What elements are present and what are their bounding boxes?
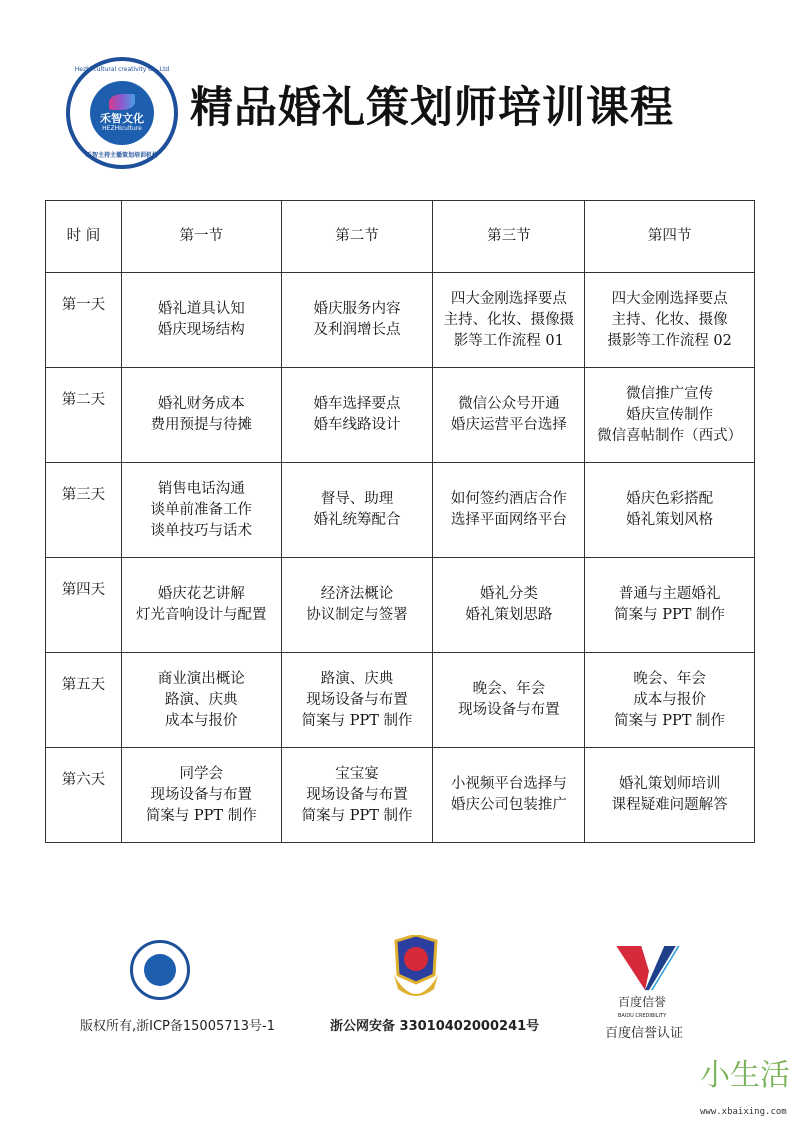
day-label: 第五天 <box>46 653 122 748</box>
brand-logo <box>66 57 178 169</box>
session-line: 课程疑难问题解答 <box>611 797 728 813</box>
session-cell <box>121 748 281 843</box>
column-header: 时 间 <box>46 201 122 273</box>
session-cell <box>585 463 755 558</box>
session-line: 普通与主题婚礼 <box>618 586 721 602</box>
session-line: 现场设备与布置 <box>306 691 408 708</box>
session-line: 微信公众号开通 <box>458 396 560 412</box>
session-cell <box>433 653 585 748</box>
session-line: 婚庆现场结构 <box>157 322 245 338</box>
session-cell <box>281 463 433 558</box>
session-line: 四大金刚选择要点 <box>611 290 728 307</box>
session-cell <box>281 558 433 653</box>
session-line: 婚礼统筹配合 <box>313 512 401 528</box>
session-line: 晚会、年会 <box>633 670 706 687</box>
session-line: 灯光音响设计与配置 <box>136 607 267 623</box>
session-line: 婚车选择要点 <box>313 396 401 412</box>
table-row <box>46 653 755 748</box>
session-line: 商业演出概论 <box>157 670 245 687</box>
session-cell <box>585 368 755 463</box>
session-cell <box>121 653 281 748</box>
schedule-table <box>45 200 755 843</box>
column-header: 第二节 <box>281 201 433 273</box>
session-line: 婚庆色彩搭配 <box>626 491 714 507</box>
day-label: 第六天 <box>46 748 122 843</box>
session-line: 简案与 PPT 制作 <box>145 807 257 824</box>
session-line: 现场设备与布置 <box>458 702 560 718</box>
session-line: 选择平面网络平台 <box>450 512 567 528</box>
session-line: 婚礼道具认知 <box>157 301 245 317</box>
day-label: 第二天 <box>46 368 122 463</box>
session-line: 主持、化妆、摄像摄 <box>443 311 575 328</box>
day-label: 第一天 <box>46 273 122 368</box>
table-row <box>46 463 755 558</box>
logo-ring-text: Hezhi cultural creativity Co.,Ltd <box>74 66 170 73</box>
day-label: 第四天 <box>46 558 122 653</box>
session-cell <box>121 558 281 653</box>
session-line: 婚庆服务内容 <box>313 301 401 317</box>
session-line: 路演、庆典 <box>320 670 394 687</box>
page-title: 精品婚礼策划师培训课程 <box>190 83 674 133</box>
day-label: 第三天 <box>46 463 122 558</box>
session-line: 简案与 PPT 制作 <box>614 712 726 729</box>
session-cell <box>433 558 585 653</box>
icp-text[interactable]: 版权所有,浙ICP备15005713号-1 <box>80 1019 276 1034</box>
session-cell <box>281 273 433 368</box>
session-line: 简案与 PPT 制作 <box>614 607 726 623</box>
session-cell <box>433 463 585 558</box>
session-line: 婚庆运营平台选择 <box>450 417 567 433</box>
session-line: 微信喜帖制作（西式） <box>597 427 743 444</box>
brand-badge <box>130 940 190 1000</box>
police-record-text[interactable]: 浙公网安备 33010402000241号 <box>330 1019 540 1034</box>
session-line: 谈单技巧与话术 <box>150 522 253 539</box>
logo-text: 禾智文化 <box>100 111 144 125</box>
session-line: 婚庆宣传制作 <box>626 406 714 423</box>
session-cell <box>121 463 281 558</box>
session-line: 如何签约酒店合作 <box>450 491 567 507</box>
session-line: 谈单前准备工作 <box>150 501 253 518</box>
baidu-credibility-logo <box>615 946 681 994</box>
logo-swoosh-icon <box>109 94 135 110</box>
session-line: 婚礼策划师培训 <box>618 776 721 792</box>
session-line: 路演、庆典 <box>165 691 238 708</box>
session-cell <box>433 273 585 368</box>
session-line: 微信推广宣传 <box>626 385 714 402</box>
session-line: 同学会 <box>179 765 224 782</box>
session-cell <box>585 653 755 748</box>
baidu-logo-text: 百度信誉 <box>618 995 667 1009</box>
column-header: 第一节 <box>121 201 281 273</box>
session-cell <box>281 653 433 748</box>
session-cell <box>121 368 281 463</box>
session-line: 小视频平台选择与 <box>450 776 567 792</box>
session-line: 经济法概论 <box>320 586 394 602</box>
table-row <box>46 748 755 843</box>
session-line: 婚礼策划思路 <box>465 607 553 623</box>
session-cell <box>585 273 755 368</box>
session-line: 晚会、年会 <box>472 681 546 697</box>
column-header: 第四节 <box>585 201 755 273</box>
session-line: 婚礼财务成本 <box>157 396 245 412</box>
session-line: 婚庆公司包装推广 <box>450 797 567 813</box>
session-cell <box>281 748 433 843</box>
session-line: 督导、助理 <box>320 491 394 507</box>
session-line: 成本与报价 <box>165 712 238 729</box>
baidu-credibility-text[interactable]: 百度信誉认证 <box>605 1026 684 1041</box>
session-cell <box>281 368 433 463</box>
session-line: 婚礼分类 <box>479 586 538 602</box>
session-line: 成本与报价 <box>633 691 706 708</box>
session-cell <box>121 273 281 368</box>
session-line: 婚礼策划风格 <box>626 512 714 528</box>
session-line: 婚庆花艺讲解 <box>157 586 245 602</box>
session-line: 影等工作流程 01 <box>453 332 564 349</box>
session-line: 协议制定与签署 <box>306 607 408 623</box>
police-emblem-icon <box>390 935 442 1005</box>
logo-sub: HEZHIculture <box>102 124 142 132</box>
session-line: 宝宝宴 <box>335 765 379 782</box>
watermark-url: www.xbaixing.com <box>700 1107 787 1117</box>
session-line: 摄影等工作流程 02 <box>607 332 732 349</box>
session-cell <box>433 368 585 463</box>
session-cell <box>433 748 585 843</box>
session-line: 简案与 PPT 制作 <box>301 807 413 824</box>
table-row <box>46 368 755 463</box>
session-line: 现场设备与布置 <box>306 786 408 803</box>
watermark: 小生活 <box>700 1058 790 1093</box>
logo-ring-cn: 禾智主持主播策划培训机构 <box>85 152 158 159</box>
session-line: 及利润增长点 <box>313 322 401 338</box>
session-line: 四大金刚选择要点 <box>450 290 567 307</box>
session-line: 婚车线路设计 <box>313 417 401 433</box>
logo-inner <box>90 81 154 145</box>
session-line: 销售电话沟通 <box>157 480 245 497</box>
table-header-row <box>46 201 755 273</box>
session-line: 现场设备与布置 <box>150 786 253 803</box>
session-line: 主持、化妆、摄像 <box>611 311 728 328</box>
table-row <box>46 273 755 368</box>
column-header: 第三节 <box>433 201 585 273</box>
session-cell <box>585 558 755 653</box>
session-line: 费用预提与待摊 <box>150 417 253 433</box>
table-row <box>46 558 755 653</box>
session-line: 简案与 PPT 制作 <box>301 712 413 729</box>
session-cell <box>585 748 755 843</box>
baidu-logo-sub: BAIDU CREDIBILITY <box>618 1013 667 1019</box>
